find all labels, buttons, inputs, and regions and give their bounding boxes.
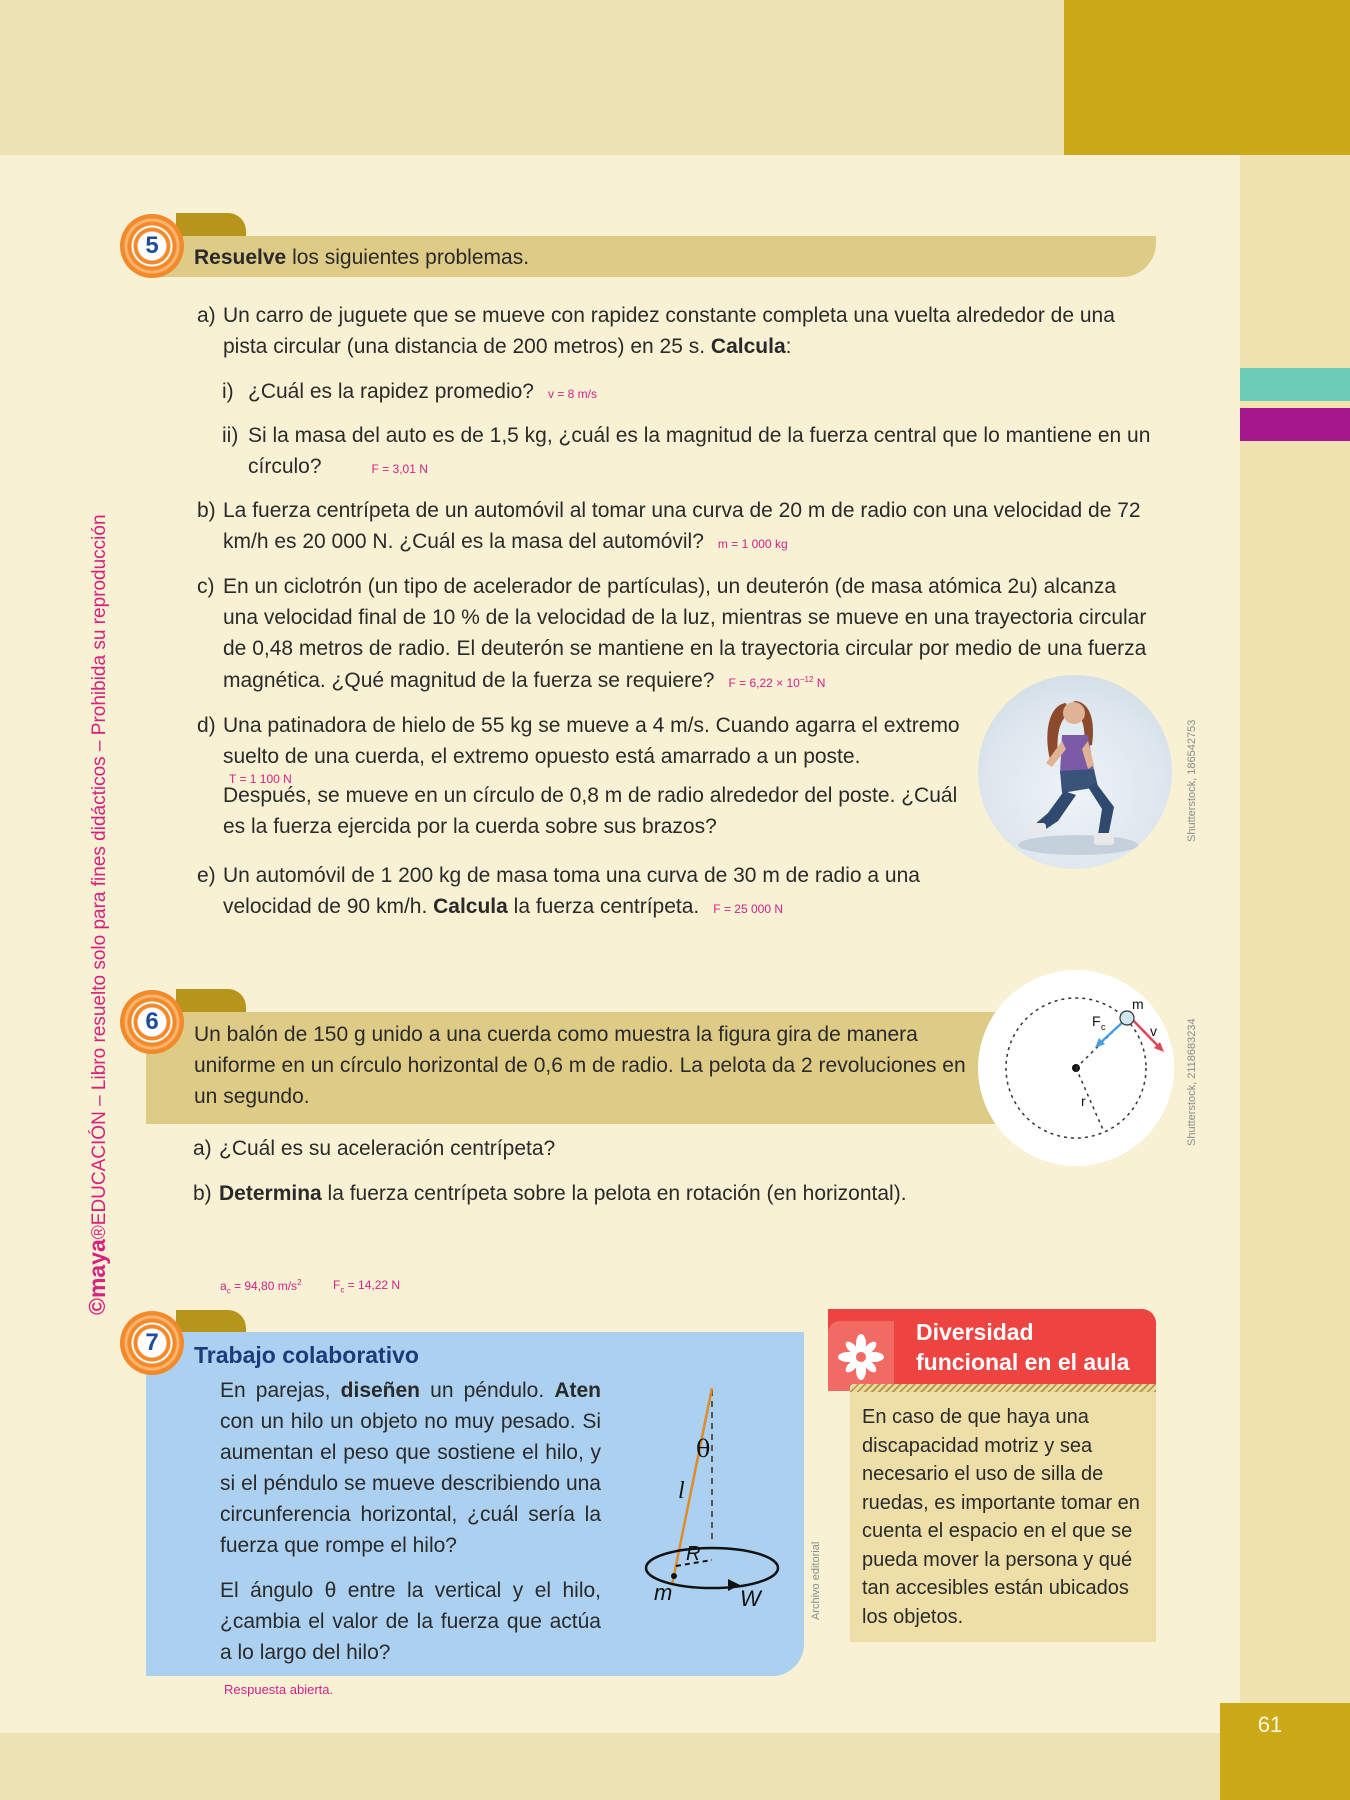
diagram-label-r: r bbox=[1081, 1093, 1086, 1109]
answer-5c: $F = 6,22 \times 10^{-12}$ N bbox=[728, 675, 826, 690]
section-7-title: Trabajo colaborativo bbox=[194, 1342, 419, 1368]
section-5-badge: 5 bbox=[120, 214, 184, 278]
top-band bbox=[0, 0, 1064, 155]
problem-5d: d) Una patinadora de hielo de 55 kg se mueve a 4 m/s. Cuando agarra el extremo suelto de una cuerda, el extremo opuesto está amarrado a un poste. Después, se mueve en un círculo de 0,8 m de radio alrededor del poste. ¿Cuál es la fuerza ejercida por la cuerda sobre sus brazos? bbox=[197, 714, 960, 838]
answer-5e: F = 25 000 N bbox=[713, 902, 783, 916]
pendulum-label-l: l bbox=[678, 1478, 685, 1504]
problem-5c: c) En un ciclotrón (un tipo de acelerador de partículas), un deuterón (de masa atómica 2u) alcanza una velocidad final de 10 % de la velocidad de la luz, mientras se mueve en una trayectoria circular de 0,48 metros de radio. El deuterón se mantiene en la trayectoria circular por medio de una fuerza magnética. ¿Qué magnitud de la fuerza se requiere? $F = 6,22 \times 10^{-12}$ N bbox=[197, 575, 1147, 692]
pendulum-label-theta: θ bbox=[696, 1435, 711, 1463]
answer-6a: $a_c = 94,80$ $m/s^2$ bbox=[220, 1278, 302, 1296]
section-7-paragraph-1: En parejas, diseñen un péndulo. Aten con un hilo un objeto no muy pesado. Si aumentan el peso que sostiene el hilo, y si el péndulo se mueve describiendo una circunferencia horizontal, ¿cuál sería la fuerza que rompe el hilo? bbox=[220, 1379, 601, 1557]
problem-5a-i: i) ¿Cuál es la rapidez promedio? v = 8 m/s bbox=[222, 380, 597, 403]
flower-icon bbox=[828, 1321, 894, 1391]
problem-5a-ii: ii) Si la masa del auto es de 1,5 kg, ¿cuál es la magnitud de la fuerza central que lo mantiene en un círculo? F = 3,01 N bbox=[222, 424, 1151, 478]
answer-5d: T = 1 100 N bbox=[229, 772, 292, 786]
section-6-badge: 6 bbox=[120, 990, 184, 1054]
answer-5a-i: v = 8 m/s bbox=[547, 387, 597, 401]
page-number: 61 bbox=[1257, 1712, 1283, 1737]
problem-5b: b) La fuerza centrípeta de un automóvil al tomar una curva de 20 m de radio con una velocidad de 72 km/h es 20 000 N. ¿Cuál es la masa del automóvil? m = 1 000 kg bbox=[197, 499, 1141, 553]
right-side-strip bbox=[1240, 155, 1350, 1800]
copyright-notice bbox=[84, 514, 111, 1315]
problem-6a: a) ¿Cuál es su aceleración centrípeta? bbox=[193, 1137, 556, 1160]
pendulum-label-m: m bbox=[654, 1580, 673, 1605]
skater-photo-credit: Shutterstock, 186542753 bbox=[1186, 719, 1198, 842]
copyright-brand: ©maya bbox=[84, 1239, 110, 1315]
skater-photo bbox=[978, 675, 1172, 869]
copyright-text: ®EDUCACIÓN – Libro resuelto solo para fines didácticos – Prohibida su reproducción bbox=[89, 514, 110, 1240]
bottom-band bbox=[0, 1733, 1350, 1800]
section-5-instruction: Resuelve los siguientes problemas. bbox=[194, 246, 530, 269]
diagram-label-fc: F bbox=[1092, 1013, 1101, 1029]
circular-motion-diagram bbox=[978, 970, 1174, 1166]
problem-6b: b) Determina la fuerza centrípeta sobre la pelota en rotación (en horizontal). bbox=[193, 1182, 907, 1205]
pendulum-credit: Archivo editorial bbox=[810, 1541, 822, 1620]
section-6-statement: Un balón de 150 g unido a una cuerda como muestra la figura gira de manera uniforme en un círculo horizontal de 0,6 m de radio. La pelota da 2 revoluciones en un segundo. bbox=[194, 1023, 966, 1108]
diversity-text: En caso de que haya una discapacidad motriz y sea necesario el uso de silla de ruedas, es importante tomar en cuenta el espacio en el que se pueda mover la persona y qué tan accesibles están ubicados los objetos. bbox=[862, 1406, 1140, 1628]
pendulum-label-W: W bbox=[740, 1586, 761, 1611]
diagram-6-credit: Shutterstock, 2118683234 bbox=[1186, 1018, 1198, 1146]
pendulum-diagram bbox=[636, 1380, 806, 1620]
answer-5a-ii: F = 3,01 N bbox=[371, 462, 428, 476]
pendulum-label-R: R bbox=[686, 1543, 701, 1565]
problem-5e: e) Un automóvil de 1 200 kg de masa toma una curva de 30 m de radio a una velocidad de 90 km/h. Calcula la fuerza centrípeta. F = 25 000 N bbox=[197, 864, 920, 918]
section-7-paragraph-2: El ángulo θ entre la vertical y el hilo, ¿cambia el valor de la fuerza que actúa a lo largo del hilo? bbox=[220, 1579, 601, 1664]
answer-6b: $F_c = 14,22$ N bbox=[333, 1278, 401, 1295]
answer-5b: m = 1 000 kg bbox=[717, 537, 788, 551]
diversity-title: Diversidad funcional en el aula bbox=[916, 1319, 1130, 1375]
diagram-label-fc-sub: c bbox=[1101, 1022, 1106, 1032]
teal-side-tab bbox=[1240, 368, 1350, 401]
diversity-zigzag bbox=[850, 1384, 1156, 1392]
magenta-side-tab bbox=[1240, 408, 1350, 441]
answer-7: Respuesta abierta. bbox=[224, 1682, 334, 1697]
section-7-badge: 7 bbox=[120, 1311, 184, 1375]
diagram-label-m: m bbox=[1132, 996, 1144, 1012]
diagram-label-v: v bbox=[1150, 1023, 1157, 1039]
problem-5a: a) Un carro de juguete que se mueve con rapidez constante completa una vuelta alrededor de una pista circular (una distancia de 200 metros) en 25 s. Calcula: bbox=[197, 304, 1115, 358]
